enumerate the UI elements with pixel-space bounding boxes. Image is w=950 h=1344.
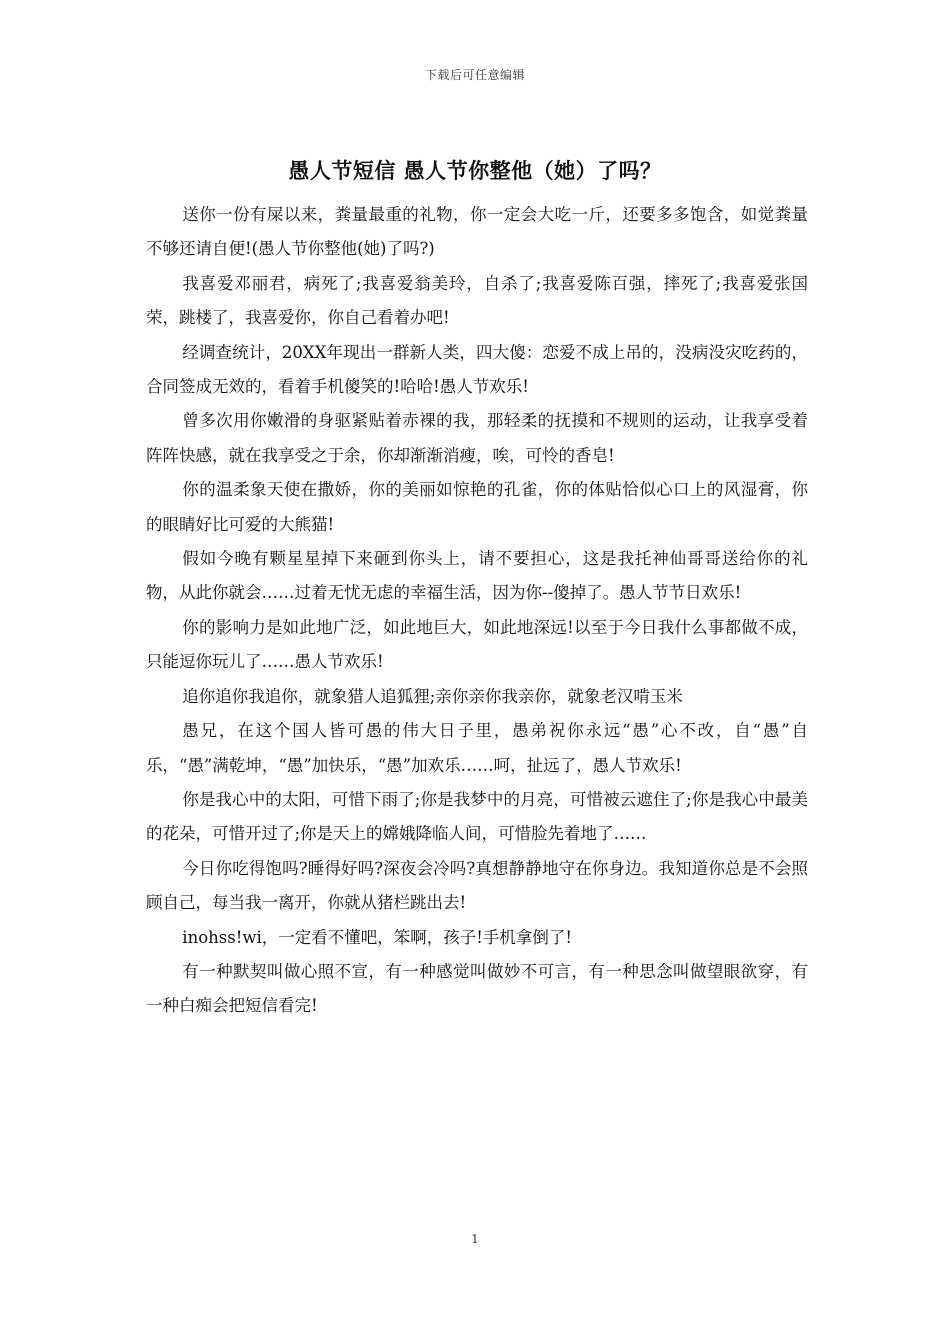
paragraph: 我喜爱邓丽君，病死了;我喜爱翁美玲，自杀了;我喜爱陈百强，摔死了;我喜爱张国荣，跳楼了，我喜爱你，你自己看着办吧! <box>146 273 808 328</box>
page-number: 1 <box>471 1232 479 1246</box>
paragraph: 你是我心中的太阳，可惜下雨了;你是我梦中的月亮，可惜被云遮住了;你是我心中最美的花朵，可惜开过了;你是天上的嫦娥降临人间，可惜脸先着地了…… <box>146 789 808 844</box>
page-header-note: 下载后可任意编辑 <box>424 68 525 82</box>
paragraph: 你的影响力是如此地广泛，如此地巨大，如此地深远!以至于今日我什么事都做不成，只能逗你玩儿了……愚人节欢乐! <box>146 617 808 672</box>
paragraph: 你的温柔象天使在撒娇，你的美丽如惊艳的孔雀，你的体贴恰似心口上的风湿膏，你的眼睛好比可爱的大熊猫! <box>146 480 808 534</box>
paragraph: 追你追你我追你，就象猎人追狐狸;亲你亲你我亲你，就象老汉啃玉米 <box>182 686 683 706</box>
document-title: 愚人节短信 愚人节你整他（她）了吗？ <box>288 158 662 183</box>
paragraph: 送你一份有屎以来，粪量最重的礼物，你一定会大吃一斤，还要多多饱含，如觉粪量不够还请自便!(愚人节你整他(她)了吗?) <box>146 205 808 259</box>
paragraph: 曾多次用你嫩滑的身驱紧贴着赤裸的我，那轻柔的抚摸和不规则的运动，让我享受着阵阵快感，就在我享受之于余，你却渐渐消瘦，唉，可怜的香皂! <box>146 411 808 465</box>
paragraph: 愚兄，在这个国人皆可愚的伟大日子里，愚弟祝你永远“愚”心不改，自“愚”自乐，“愚”满乾坤，“愚”加快乐，“愚”加欢乐……呵，扯远了，愚人节欢乐! <box>146 721 808 775</box>
document-body <box>146 198 808 1024</box>
paragraph: inohss!wi，一定看不懂吧，笨啊，孩子!手机拿倒了! <box>182 927 572 947</box>
paragraph: 经调查统计，20XX年现出一群新人类，四大傻：恋爱不成上吊的，没病没灾吃药的，合同签成无效的，看着手机傻笑的!哈哈!愚人节欢乐! <box>146 342 808 397</box>
paragraph: 有一种默契叫做心照不宣，有一种感觉叫做妙不可言，有一种思念叫做望眼欲穿，有一种白痴会把短信看完! <box>146 961 808 1016</box>
paragraph: 假如今晚有颗星星掉下来砸到你头上，请不要担心，这是我托神仙哥哥送给你的礼物，从此你就会……过着无忧无虑的幸福生活，因为你--傻掉了。愚人节节日欢乐! <box>146 549 808 603</box>
paragraph: 今日你吃得饱吗?睡得好吗?深夜会冷吗?真想静静地守在你身边。我知道你总是不会照顾自己，每当我一离开，你就从猪栏跳出去! <box>146 858 808 913</box>
